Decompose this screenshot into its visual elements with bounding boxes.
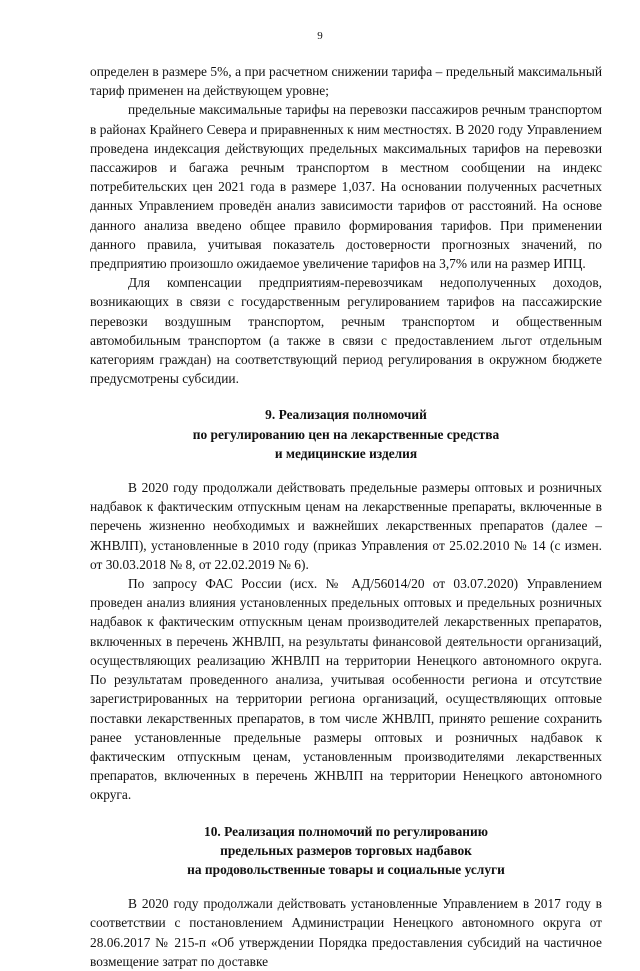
- section-10-heading-line-1: 10. Реализация полномочий по регулированию: [204, 823, 488, 839]
- paragraph-top-1: определен в размере 5%, а при расчетном снижении тарифа – предельный максимальный тариф применен на действующем уровне;: [90, 64, 602, 99]
- paragraph-top-3: Для компенсации предприятиям-перевозчикам недополученных доходов, возникающих в связи с государственным регулированием тарифов на пассажирские перевозки воздушным транспортом, речным транспортом и общественным автомобильным транспортом (а также в связи с предоставлением льгот отдельным категориям граждан) на соответствующий период регулирования в окружном бюджете предусмотрены субсидии.: [90, 275, 602, 387]
- page-number: 9: [317, 30, 323, 42]
- section-10-heading: [90, 822, 602, 880]
- section-9-heading-line-1: 9. Реализация полномочий: [265, 407, 427, 423]
- section-9-paragraph-2: По запросу ФАС России (исх. № АД/56014/20 от 03.07.2020) Управлением проведен анализ влияния установленных предельных оптовых и предельных розничных надбавок к фактическим отпускным ценам производителей лекарственных препаратов, включенных в перечень ЖНВЛП, на результаты финансовой деятельности организаций, осуществляющих реализацию ЖНВЛП на территории Ненецкого автономного округа. По результатам проведенного анализа, учитывая особенности региона и отсутствие зарегистрированных на территории региона организаций, осуществляющих оптовые поставки лекарственных препаратов, в том числе ЖНВЛП, принято решение сохранить ранее установленные предельные размеры оптовых и розничных надбавок к фактическим отпускным ценам, установленным производителями лекарственных препаратов, включенных в перечень ЖНВЛП на территории Ненецкого автономного округа.: [90, 576, 602, 803]
- section-9-heading-line-2: по регулированию цен на лекарственные средства: [192, 426, 500, 442]
- paragraph-top-2: предельные максимальные тарифы на перевозки пассажиров речным транспортом в районах Крайнего Севера и приравненных к ним местностях. В 2020 году Управлением проведена индексация действующих предельных максимальных тарифов на перевозки пассажиров и багажа речным транспортом в местном сообщении на индекс потребительских цен 2021 года в размере 1,037. На основании полученных расчетных данных Управлением проведён анализ зависимости тарифов от расстояний. На основе данного анализа введено общее правило формирования тарифов. При применении данного правила, учитывая показатель достоверности прогнозных значений, по предприятию произошло ожидаемое увеличение тарифов на 3,7% или на размер ИПЦ.: [90, 102, 602, 272]
- page-content: [90, 62, 602, 971]
- section-10-paragraph-1: В 2020 году продолжали действовать установленные Управлением в 2017 году в соответствии с постановлением Администрации Ненецкого автономного округа от 28.06.2017 № 215-п «Об утверждении Порядка предоставления субсидий на частичное возмещение затрат по доставке: [90, 896, 602, 969]
- spacer: [90, 463, 602, 478]
- spacer: [90, 388, 602, 405]
- section-10-heading-line-2: предельных размеров торговых надбавок: [220, 842, 472, 858]
- spacer: [90, 805, 602, 822]
- section-10-heading-line-3: на продовольственные товары и социальные услуги: [187, 861, 505, 877]
- spacer: [90, 879, 602, 894]
- section-9-heading-line-3: и медицинские изделия: [274, 445, 418, 461]
- section-9-heading: [90, 405, 602, 463]
- section-9-paragraph-1: В 2020 году продолжали действовать предельные размеры оптовых и розничных надбавок к фактическим отпускным ценам на лекарственные препараты, включенные в перечень жизненно необходимых и важнейших лекарственных препаратов (далее – ЖНВЛП), установленные в 2010 году (приказ Управления от 25.02.2010 № 14 (с измен. от 30.03.2018 № 8, от 22.02.2019 № 6).: [90, 480, 602, 572]
